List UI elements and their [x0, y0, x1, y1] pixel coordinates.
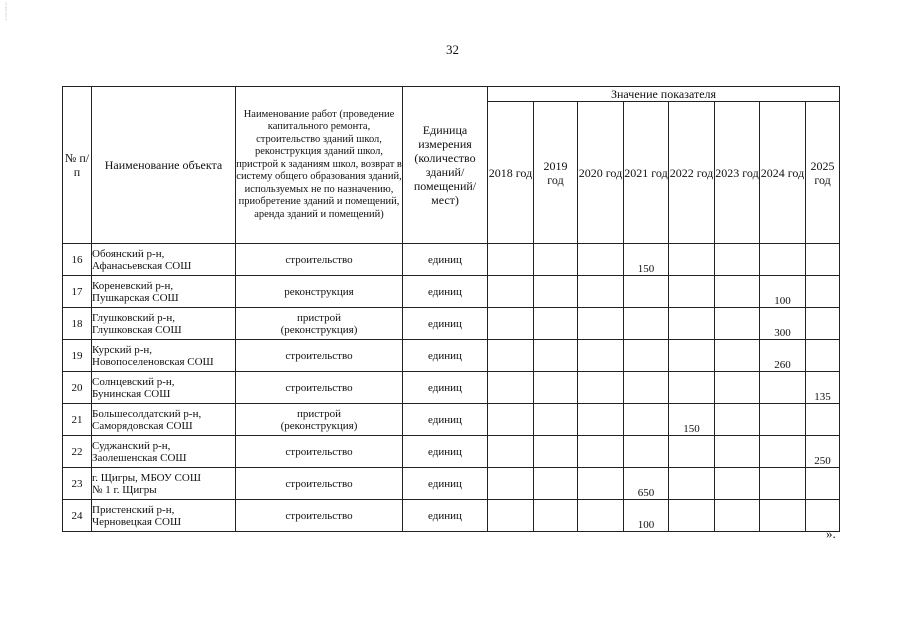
year-value-cell: [578, 244, 624, 276]
year-value-cell: [578, 500, 624, 532]
header-unit: Единица измерения (количество зданий/ помещений/ мест): [403, 87, 488, 244]
works-type-line: строительство: [285, 477, 353, 490]
year-value-cell: [534, 372, 578, 404]
year-value-cell: [534, 308, 578, 340]
year-value-cell: [669, 436, 715, 468]
object-name-line: Пушкарская СОШ: [92, 291, 179, 304]
row-number: 16: [63, 244, 92, 276]
year-value-cell: [669, 468, 715, 500]
year-value-cell: [715, 372, 760, 404]
year-value-cell: [669, 244, 715, 276]
object-name-line: Глушковская СОШ: [92, 323, 182, 336]
year-value-cell: [488, 308, 534, 340]
year-value-cell: [488, 244, 534, 276]
year-value-cell: [488, 372, 534, 404]
year-value-cell: [534, 500, 578, 532]
year-value-cell: [578, 340, 624, 372]
works-type-line: (реконструкция): [280, 323, 358, 336]
works-type: [236, 404, 403, 436]
object-name-line: Афанасьевская СОШ: [92, 259, 192, 272]
year-value-cell: 260: [760, 340, 806, 372]
year-value-cell: [806, 244, 840, 276]
object-name-line: г. Щигры, МБОУ СОШ: [92, 471, 201, 484]
object-name-line: Заолешенская СОШ: [92, 451, 187, 464]
table-row: [63, 436, 840, 468]
works-type: [236, 436, 403, 468]
table-row: [63, 308, 840, 340]
object-name: [92, 340, 236, 372]
header-year: 2022 год: [669, 102, 715, 244]
year-value-cell: 100: [624, 500, 669, 532]
year-value-cell: [715, 468, 760, 500]
object-name: [92, 308, 236, 340]
row-number: 24: [63, 500, 92, 532]
year-value-cell: 100: [760, 276, 806, 308]
object-name: [92, 244, 236, 276]
year-value-cell: 135: [806, 372, 840, 404]
header-object-name: Наименование объекта: [92, 87, 236, 244]
row-number: 19: [63, 340, 92, 372]
works-type-line: пристрой: [297, 407, 341, 420]
year-value-cell: [578, 372, 624, 404]
year-value-cell: [760, 436, 806, 468]
works-type-line: реконструкция: [284, 285, 354, 298]
row-number: 21: [63, 404, 92, 436]
works-type-line: строительство: [285, 253, 353, 266]
year-value-cell: [806, 276, 840, 308]
year-value-cell: [488, 276, 534, 308]
year-value-cell: [624, 308, 669, 340]
table-body: [63, 244, 840, 532]
works-type: [236, 340, 403, 372]
unit-cell: единиц: [403, 308, 488, 340]
page-number: 32: [446, 42, 459, 57]
year-value-cell: [760, 468, 806, 500]
indicator-table: [62, 86, 840, 532]
object-name: [92, 404, 236, 436]
year-value-cell: [760, 404, 806, 436]
year-value-cell: [534, 276, 578, 308]
year-value-cell: [715, 500, 760, 532]
header-year: 2020 год: [578, 102, 624, 244]
works-type: [236, 500, 403, 532]
works-type: [236, 308, 403, 340]
object-name: [92, 276, 236, 308]
year-value-cell: [715, 244, 760, 276]
year-value-cell: [624, 436, 669, 468]
year-value-cell: [760, 244, 806, 276]
unit-cell: единиц: [403, 404, 488, 436]
year-value-cell: 250: [806, 436, 840, 468]
year-value-cell: [578, 436, 624, 468]
row-number: 17: [63, 276, 92, 308]
year-value-cell: 650: [624, 468, 669, 500]
header-year: 2019 год: [534, 102, 578, 244]
unit-cell: единиц: [403, 500, 488, 532]
year-value-cell: [534, 468, 578, 500]
works-type-line: строительство: [285, 509, 353, 522]
object-name: [92, 436, 236, 468]
works-type-line: пристрой: [297, 311, 341, 324]
header-year: 2023 год: [715, 102, 760, 244]
scan-edge-mark: ⋮ ⋮ ⋮: [3, 3, 9, 21]
year-value-cell: [760, 500, 806, 532]
year-value-cell: 150: [624, 244, 669, 276]
object-name-line: Суджанский р-н,: [92, 439, 171, 452]
unit-cell: единиц: [403, 468, 488, 500]
table-row: [63, 340, 840, 372]
table-row: [63, 276, 840, 308]
unit-cell: единиц: [403, 276, 488, 308]
object-name: [92, 372, 236, 404]
year-value-cell: [534, 404, 578, 436]
works-type: [236, 372, 403, 404]
header-works: Наименование работ (проведение капитального ремонта, строительство зданий школ, реконструкция зданий школ, пристрой к заданиям школ, возврат в систему общего образования зданий, используемых не по назначению, приобретение зданий и помещений, аренда зданий и помещений): [236, 87, 403, 244]
header-year: 2021 год: [624, 102, 669, 244]
year-value-cell: [488, 436, 534, 468]
year-value-cell: [715, 404, 760, 436]
row-number: 20: [63, 372, 92, 404]
year-value-cell: 150: [669, 404, 715, 436]
header-year: 2025 год: [806, 102, 840, 244]
year-value-cell: [578, 276, 624, 308]
year-value-cell: [669, 372, 715, 404]
row-number: 23: [63, 468, 92, 500]
year-value-cell: [624, 404, 669, 436]
year-value-cell: [624, 372, 669, 404]
year-value-cell: [578, 468, 624, 500]
object-name-line: Солнцевский р-н,: [92, 375, 175, 388]
object-name-line: Черновецкая СОШ: [92, 515, 182, 528]
row-number: 22: [63, 436, 92, 468]
year-value-cell: [624, 276, 669, 308]
works-type: [236, 244, 403, 276]
unit-cell: единиц: [403, 372, 488, 404]
unit-cell: единиц: [403, 436, 488, 468]
year-value-cell: [760, 372, 806, 404]
year-value-cell: [488, 500, 534, 532]
object-name-line: Пристенский р-н,: [92, 503, 175, 516]
object-name: [92, 468, 236, 500]
year-value-cell: [534, 340, 578, 372]
year-value-cell: [488, 340, 534, 372]
object-name-line: Обоянский р-н,: [92, 247, 165, 260]
object-name-line: Новопоселеновская СОШ: [92, 355, 214, 368]
object-name-line: Глушковский р-н,: [92, 311, 175, 324]
object-name-line: № 1 г. Щигры: [92, 483, 157, 496]
year-value-cell: [669, 276, 715, 308]
works-type-line: строительство: [285, 445, 353, 458]
works-type-line: строительство: [285, 349, 353, 362]
object-name-line: Кореневский р-н,: [92, 279, 174, 292]
table-row: [63, 500, 840, 532]
row-number: 18: [63, 308, 92, 340]
works-type: [236, 468, 403, 500]
table-row: [63, 404, 840, 436]
table-row: [63, 244, 840, 276]
unit-cell: единиц: [403, 340, 488, 372]
year-value-cell: [488, 468, 534, 500]
object-name-line: Бунинская СОШ: [92, 387, 171, 400]
year-value-cell: [715, 340, 760, 372]
year-value-cell: [669, 308, 715, 340]
header-year: 2024 год: [760, 102, 806, 244]
object-name-line: Саморядовская СОШ: [92, 419, 193, 432]
year-value-cell: [534, 244, 578, 276]
year-value-cell: 300: [760, 308, 806, 340]
header-year: 2018 год: [488, 102, 534, 244]
year-value-cell: [624, 340, 669, 372]
works-type-line: строительство: [285, 381, 353, 394]
works-type-line: (реконструкция): [280, 419, 358, 432]
year-value-cell: [715, 276, 760, 308]
year-value-cell: [578, 404, 624, 436]
year-value-cell: [488, 404, 534, 436]
unit-cell: единиц: [403, 244, 488, 276]
year-value-cell: [715, 308, 760, 340]
year-value-cell: [715, 436, 760, 468]
closing-quote: ».: [826, 526, 836, 541]
year-value-cell: [669, 340, 715, 372]
object-name-line: Курский р-н,: [92, 343, 153, 356]
year-value-cell: [806, 308, 840, 340]
year-value-cell: [806, 468, 840, 500]
year-value-cell: [806, 340, 840, 372]
year-value-cell: [806, 404, 840, 436]
table-row: [63, 372, 840, 404]
object-name: [92, 500, 236, 532]
year-value-cell: [534, 436, 578, 468]
year-value-cell: [669, 500, 715, 532]
year-value-cell: [578, 308, 624, 340]
object-name-line: Большесолдатский р-н,: [92, 407, 202, 420]
works-type: [236, 276, 403, 308]
table-row: [63, 468, 840, 500]
header-indicator-value: Значение показателя: [488, 87, 840, 102]
header-num: № п/п: [63, 87, 92, 244]
